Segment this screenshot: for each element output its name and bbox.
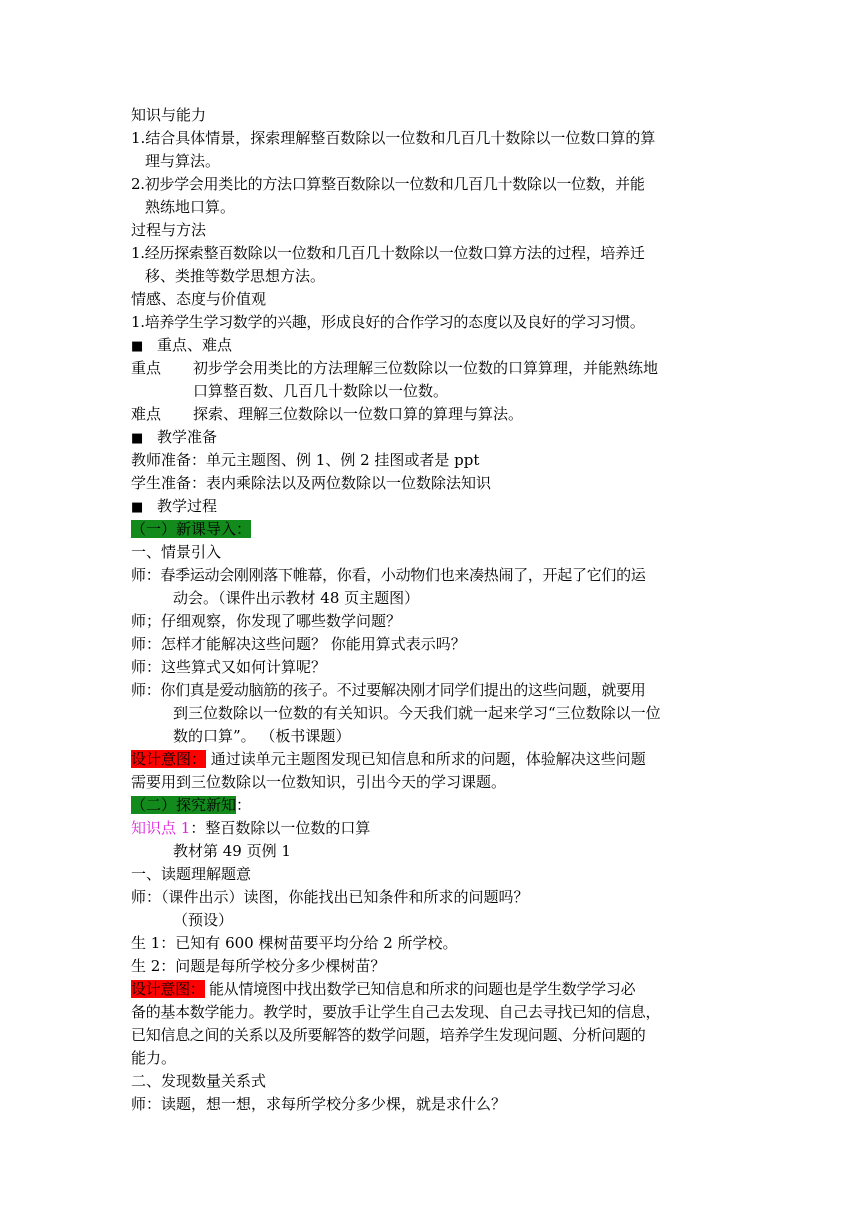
doc-line xyxy=(131,541,731,564)
line-text: 情感、态度与价值观 xyxy=(131,290,267,308)
doc-line xyxy=(131,978,731,1001)
line-text: 1.经历探索整百数除以一位数和几百几十数除以一位数口算方法的过程，培养迁 xyxy=(131,244,645,262)
doc-line xyxy=(131,656,731,679)
doc-line xyxy=(131,495,731,518)
doc-line xyxy=(131,127,731,150)
line-text: 一、读题理解题意 xyxy=(131,865,252,883)
line-text: 师：你们真是爱动脑筋的孩子。不过要解决刚才同学们提出的这些问题，就要用 xyxy=(131,681,646,699)
doc-line xyxy=(131,173,731,196)
line-text: 1.培养学生学习数学的兴趣，形成良好的合作学习的态度以及良好的学习习惯。 xyxy=(131,313,645,331)
line-text: 知识与能力 xyxy=(131,106,207,124)
doc-line xyxy=(131,564,731,587)
section-heading-highlight: （二）探究新知 xyxy=(131,796,237,814)
square-bullet-icon: ■ xyxy=(131,500,144,515)
doc-line xyxy=(131,748,731,771)
line-text: 教学准备 xyxy=(157,428,218,446)
section-heading-highlight: （一）新课导入： xyxy=(131,520,252,538)
line-text: 1.结合具体情景，探索理解整百数除以一位数和几百几十数除以一位数口算的算 xyxy=(131,129,656,147)
line-text: 师：这些算式又如何计算呢？ xyxy=(131,658,327,676)
line-text: 数的口算”。 （板书课题） xyxy=(173,727,351,745)
line-text: 生 1：已知有 600 棵树苗要平均分给 2 所学校。 xyxy=(131,934,458,952)
doc-line xyxy=(131,426,731,449)
line-text: 师：（课件出示）读图，你能找出已知条件和所求的问题吗？ xyxy=(131,888,529,906)
doc-line xyxy=(131,1047,731,1070)
line-text: 教材第 49 页例 1 xyxy=(173,842,291,860)
doc-line xyxy=(131,932,731,955)
doc-line xyxy=(131,196,731,219)
doc-line xyxy=(131,702,731,725)
square-bullet-icon: ■ xyxy=(131,339,144,354)
doc-line xyxy=(131,725,731,748)
doc-line xyxy=(131,1070,731,1093)
line-text: 生 2：问题是每所学校分多少棵树苗？ xyxy=(131,957,386,975)
doc-line xyxy=(131,104,731,127)
doc-line xyxy=(131,472,731,495)
line-text: 教师准备：单元主题图、例 1、例 2 挂图或者是 ppt xyxy=(131,451,480,469)
line-text: 初步学会用类比的方法理解三位数除以一位数的口算算理，并能熟练地 xyxy=(193,359,659,377)
doc-line xyxy=(131,1001,731,1024)
doc-line xyxy=(131,150,731,173)
line-text: 到三位数除以一位数的有关知识。今天我们就一起来学习“三位数除以一位 xyxy=(173,704,661,722)
line-text: 一、情景引入 xyxy=(131,543,222,561)
line-text: 2.初步学会用类比的方法口算整百数除以一位数和几百几十数除以一位数，并能 xyxy=(131,175,645,193)
doc-line xyxy=(131,1093,731,1116)
line-text: 学生准备：表内乘除法以及两位数除以一位数除法知识 xyxy=(131,474,492,492)
design-intent-label: 设计意图： xyxy=(131,980,205,998)
doc-line xyxy=(131,794,731,817)
doc-line xyxy=(131,886,731,909)
line-text: 师：怎样才能解决这些问题？ 你能用算式表示吗？ xyxy=(131,635,466,653)
line-text: 二、发现数量关系式 xyxy=(131,1072,267,1090)
doc-line xyxy=(131,403,731,426)
doc-line xyxy=(131,610,731,633)
line-text: 通过读单元主题图发现已知信息和所求的问题，体验解决这些问题 xyxy=(206,750,646,768)
line-text: 师；仔细观察，你发现了哪些数学问题？ xyxy=(131,612,402,630)
doc-line xyxy=(131,863,731,886)
line-text: 师：读题，想一想，求每所学校分多少棵，就是求什么？ xyxy=(131,1095,507,1113)
line-text: 动会。（课件出示教材 48 页主题图） xyxy=(173,589,420,607)
doc-line xyxy=(131,357,731,380)
doc-line xyxy=(131,288,731,311)
doc-line xyxy=(131,840,731,863)
term-label: 重点 xyxy=(131,359,162,377)
doc-line xyxy=(131,518,731,541)
doc-line xyxy=(131,219,731,242)
line-text: ：整百数除以一位数的口算 xyxy=(190,819,371,837)
line-text: 口算整百数、几百几十数除以一位数。 xyxy=(193,382,449,400)
doc-line xyxy=(131,380,731,403)
square-bullet-icon: ■ xyxy=(131,431,144,446)
line-text: 过程与方法 xyxy=(131,221,207,239)
line-text: 探索、理解三位数除以一位数口算的算理与算法。 xyxy=(193,405,524,423)
doc-line xyxy=(131,334,731,357)
line-text: 已知信息之间的关系以及所要解答的数学问题，培养学生发现问题、分析问题的 xyxy=(131,1026,646,1044)
line-text: 重点、难点 xyxy=(157,336,233,354)
doc-line xyxy=(131,1024,731,1047)
doc-line xyxy=(131,679,731,702)
doc-line xyxy=(131,587,731,610)
doc-line xyxy=(131,771,731,794)
doc-line xyxy=(131,242,731,265)
line-text: 能从情境图中找出数学已知信息和所求的问题也是学生数学学习必 xyxy=(204,980,636,998)
doc-line xyxy=(131,311,731,334)
line-text: 能力。 xyxy=(131,1049,177,1067)
line-text: ： xyxy=(236,796,252,814)
line-text: 理与算法。 xyxy=(145,152,221,170)
design-intent-label: 设计意图： xyxy=(131,750,207,768)
doc-line xyxy=(131,265,731,288)
doc-line xyxy=(131,909,731,932)
line-text: 移、类推等数学思想方法。 xyxy=(145,267,326,285)
line-text: （预设） xyxy=(173,911,234,929)
line-text: 需要用到三位数除以一位数知识，引出今天的学习课题。 xyxy=(131,773,507,791)
doc-line xyxy=(131,633,731,656)
term-label: 难点 xyxy=(131,405,162,423)
knowledge-point-label: 知识点 1 xyxy=(131,819,191,837)
doc-line xyxy=(131,817,731,840)
doc-line xyxy=(131,449,731,472)
line-text: 熟练地口算。 xyxy=(145,198,236,216)
line-text: 教学过程 xyxy=(157,497,218,515)
document-body xyxy=(131,104,731,1116)
line-text: 师：春季运动会刚刚落下帷幕，你看，小动物们也来凑热闹了，开起了它们的运 xyxy=(131,566,646,584)
doc-line xyxy=(131,955,731,978)
line-text: 备的基本数学能力。教学时，要放手让学生自己去发现、自己去寻找已知的信息， xyxy=(131,1003,661,1021)
